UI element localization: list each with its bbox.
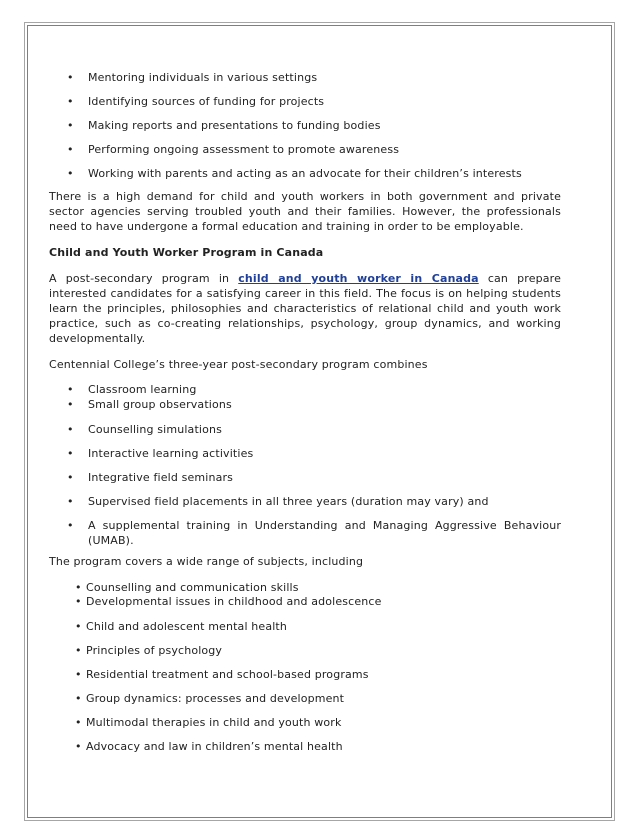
list-item: • Group dynamics: processes and development [75, 692, 345, 705]
list-item: • Interactive learning activities [67, 447, 254, 460]
paragraph-demand: There is a high demand for child and youth workers in both government and private sector agencies serving troubled youth and their families. However, the professionals need to have undergone a formal education and training in order to be employable. [49, 190, 561, 233]
subjects-list [49, 580, 561, 754]
list-item: • Performing ongoing assessment to promote awareness [67, 143, 400, 156]
bullet-icon: • [67, 383, 74, 396]
list-item: • Supervised field placements in all three years (duration may vary) and [67, 495, 489, 508]
paragraph-program: A post-secondary program in child and youth worker in Canada can prepare interested candidates for a satisfying career in this field. The focus is on helping students learn the principles, philosophies and characteristics of relational child and youth work practice, such as co-creating relationships, psychology, group dynamics, and working developmentally. [49, 272, 561, 345]
list-item: • Classroom learning [67, 383, 197, 396]
document-content [49, 70, 561, 754]
list-item: • Child and adolescent mental health [75, 620, 288, 633]
list-item: • Making reports and presentations to funding bodies [67, 119, 381, 132]
bullet-icon: • [67, 71, 74, 84]
bullet-icon: • [67, 423, 74, 436]
bullet-icon: • [75, 692, 82, 705]
list-item: • Advocacy and law in children’s mental health [75, 740, 343, 753]
bullet-icon: • [67, 143, 74, 156]
bullet-icon: • [75, 716, 82, 729]
bullet-icon: • [75, 668, 82, 681]
duties-list [49, 70, 561, 189]
bullet-icon: • [75, 581, 82, 594]
bullet-icon: • [67, 447, 74, 460]
list-item: • A supplemental training in Understanding and Managing Aggressive Behaviour (UMAB). [67, 519, 561, 547]
bullet-icon: • [75, 740, 82, 753]
section-heading: Child and Youth Worker Program in Canada [49, 246, 324, 259]
bullet-icon: • [75, 620, 82, 633]
list-item: • Multimodal therapies in child and youth work [75, 716, 342, 729]
paragraph-subjects: The program covers a wide range of subjects, including [49, 555, 364, 568]
list-item: • Working with parents and acting as an advocate for their children’s interests [67, 167, 522, 180]
list-item: • Mentoring individuals in various settings [67, 71, 318, 84]
list-item: • Counselling and communication skills [75, 581, 299, 594]
list-item: • Developmental issues in childhood and adolescence [75, 595, 382, 608]
program-link[interactable]: child and youth worker in Canada [238, 272, 479, 285]
bullet-icon: • [67, 519, 74, 532]
bullet-icon: • [75, 644, 82, 657]
paragraph-combines: Centennial College’s three-year post-secondary program combines [49, 358, 428, 371]
list-item: • Residential treatment and school-based programs [75, 668, 369, 681]
list-item: • Small group observations [67, 398, 232, 411]
bullet-icon: • [67, 471, 74, 484]
bullet-icon: • [67, 495, 74, 508]
program-components-list [49, 382, 561, 554]
list-item: • Counselling simulations [67, 423, 222, 436]
list-item: • Principles of psychology [75, 644, 223, 657]
list-item: • Integrative field seminars [67, 471, 234, 484]
bullet-icon: • [67, 398, 74, 411]
bullet-icon: • [67, 119, 74, 132]
bullet-icon: • [67, 167, 74, 180]
bullet-icon: • [75, 595, 82, 608]
list-item: • Identifying sources of funding for projects [67, 95, 325, 108]
bullet-icon: • [67, 95, 74, 108]
